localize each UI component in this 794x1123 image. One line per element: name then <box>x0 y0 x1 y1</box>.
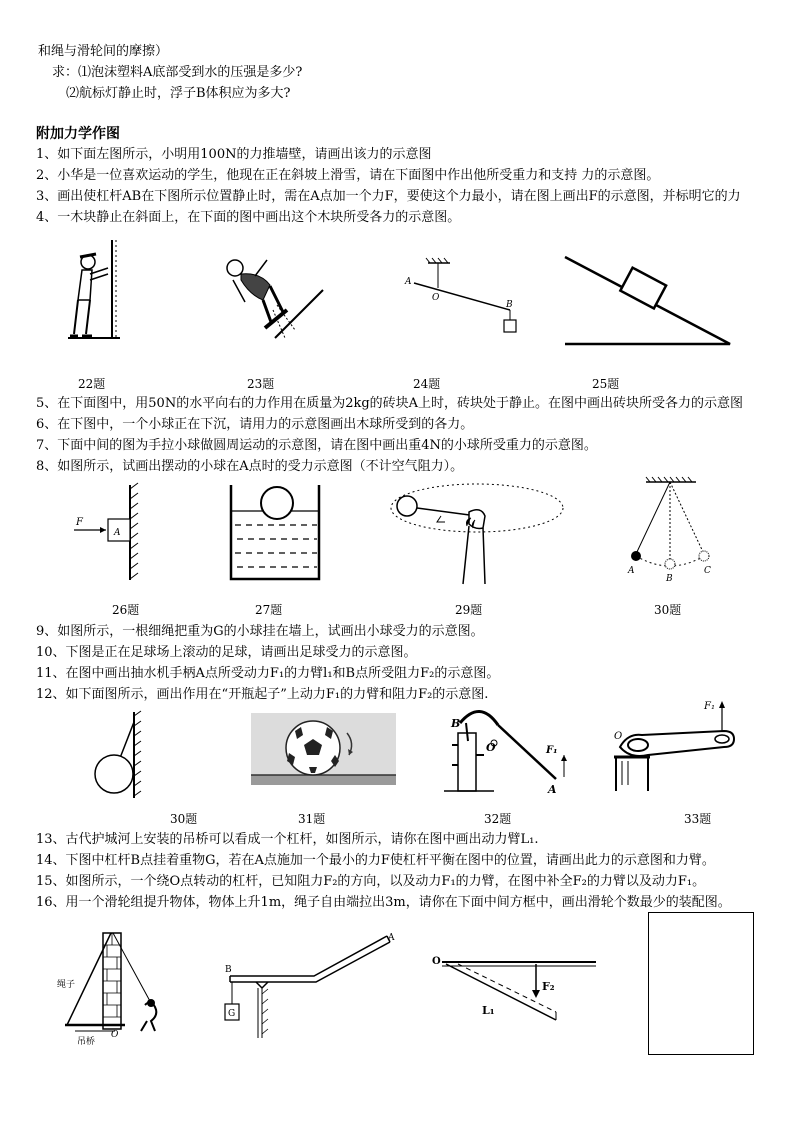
figure-drawbridge <box>55 925 170 1045</box>
caption-30: 30题 <box>654 603 682 617</box>
label-L1: L₁ <box>482 1004 495 1017</box>
label-F1: F₁ <box>704 701 715 712</box>
section-title: 附加力学作图 <box>36 126 120 142</box>
caption-31: 31题 <box>298 812 326 826</box>
figure-33-bottle-opener <box>600 695 750 793</box>
problem-5: 5、在下面图中，用50N的水平向右的力作用在质量为2kg的砖块A上时，砖块处于静止。在图中画出砖块所受各力的示意图 <box>36 396 744 411</box>
label-rope: 绳子 <box>57 980 76 990</box>
problem-4: 4、一木块静止在斜面上，在下面的图中画出这个木块所受各力的示意图。 <box>36 210 461 225</box>
label-F2: F₂ <box>542 980 555 993</box>
question-1: 求：⑴泡沫塑料A底部受到水的压强是多少? <box>52 65 303 80</box>
label-A: A <box>628 566 635 576</box>
problem-10: 10、下图是正在足球场上滚动的足球，请画出足球受力的示意图。 <box>36 645 417 660</box>
figure-25-block-on-incline <box>560 252 735 347</box>
label-B: B <box>666 574 673 584</box>
figure-23-skier <box>215 250 325 340</box>
figure-32-water-pump <box>438 705 578 795</box>
figure-ball-on-wall <box>88 710 148 800</box>
figure-24-lever <box>400 258 520 343</box>
label-B: B <box>225 965 232 975</box>
figure-29-circular-motion <box>385 478 570 586</box>
figure-31-soccer-ball <box>251 713 396 785</box>
caption-29: 29题 <box>455 603 483 617</box>
label-B: B <box>451 717 461 730</box>
figure-27-ball-in-water <box>225 483 325 583</box>
intro-line: 和绳与滑轮间的摩擦） <box>38 44 169 59</box>
problem-14: 14、下图中杠杆B点挂着重物G，若在A点施加一个最小的力F使杠杆平衡在图中的位置，请画出此力的示意图和力臂。 <box>36 853 715 868</box>
caption-25: 25题 <box>592 377 620 391</box>
label-bridge: 吊桥 <box>77 1037 96 1047</box>
label-F1: F₁ <box>546 745 558 756</box>
answer-box[interactable] <box>648 912 754 1055</box>
figure-bent-lever <box>222 930 402 1040</box>
label-A: A <box>548 783 557 796</box>
caption-32: 32题 <box>484 812 512 826</box>
problem-12: 12、如下面图所示，画出作用在“开瓶起子”上动力F₁的力臂和阻力F₂的示意图. <box>36 687 489 702</box>
caption-27: 27题 <box>255 603 283 617</box>
problem-1: 1、如下面左图所示，小明用100N的力推墙壁，请画出该力的示意图 <box>36 147 432 162</box>
problem-16: 16、用一个滑轮组提升物体，物体上升1m，绳子自由端拉出3m，请你在下面中间方框中，画出滑轮个数最少的装配图。 <box>36 895 731 910</box>
label-B: B <box>506 300 513 310</box>
figure-30-pendulum <box>620 478 720 584</box>
caption-26: 26题 <box>112 603 140 617</box>
problem-15: 15、如图所示，一个绕O点转动的杠杆，已知阻力F₂的方向，以及动力F₁的力臂，在图中补全F₂的力臂以及动力F₁。 <box>36 874 706 889</box>
caption-24: 24题 <box>413 377 441 391</box>
figure-26-brick-wall <box>70 485 150 580</box>
problem-13: 13、古代护城河上安装的吊桥可以看成一个杠杆，如图所示，请你在图中画出动力臂L₁. <box>36 832 539 847</box>
caption-22: 22题 <box>78 377 106 391</box>
problem-7: 7、下面中间的图为手拉小球做圆周运动的示意图，请在图中画出重4N的小球所受重力的示意图。 <box>36 438 597 453</box>
label-G: G <box>228 1009 236 1019</box>
problem-3: 3、画出使杠杆AB在下图所示位置静止时，需在A点加一个力F，要使这个力最小，请在图上画出F的示意图，并标明它的力 <box>36 189 741 204</box>
problem-8: 8、如图所示，试画出摆动的小球在A点时的受力示意图（不计空气阻力）。 <box>36 459 464 474</box>
label-A: A <box>114 528 121 538</box>
label-O: O <box>432 956 441 967</box>
caption-30b: 30题 <box>170 812 198 826</box>
figure-lever-o <box>428 950 598 1040</box>
label-A: A <box>388 933 395 943</box>
label-O: O <box>614 731 623 742</box>
problem-11: 11、在图中画出抽水机手柄A点所受动力F₁的力臂l₁和B点所受阻力F₂的示意图。 <box>36 666 500 681</box>
question-2: ⑵航标灯静止时，浮子B体积应为多大? <box>66 86 291 101</box>
label-C: C <box>704 566 711 576</box>
problem-9: 9、如图所示，一根细绳把重为G的小球挂在墙上，试画出小球受力的示意图。 <box>36 624 484 639</box>
problem-2: 2、小华是一位喜欢运动的学生，他现在正在斜坡上滑雪，请在下面图中作出他所受重力和支持 力的示意图。 <box>36 168 660 183</box>
label-A: A <box>405 277 412 287</box>
label-O: O <box>486 741 496 754</box>
label-O: O <box>432 293 440 303</box>
label-F: F <box>76 517 83 528</box>
caption-23: 23题 <box>247 377 275 391</box>
caption-33: 33题 <box>684 812 712 826</box>
problem-6: 6、在下图中，一个小球正在下沉，请用力的示意图画出木球所受到的各力。 <box>36 417 474 432</box>
figure-22-man-pushing-wall <box>60 240 140 340</box>
label-O: O <box>111 1030 119 1040</box>
